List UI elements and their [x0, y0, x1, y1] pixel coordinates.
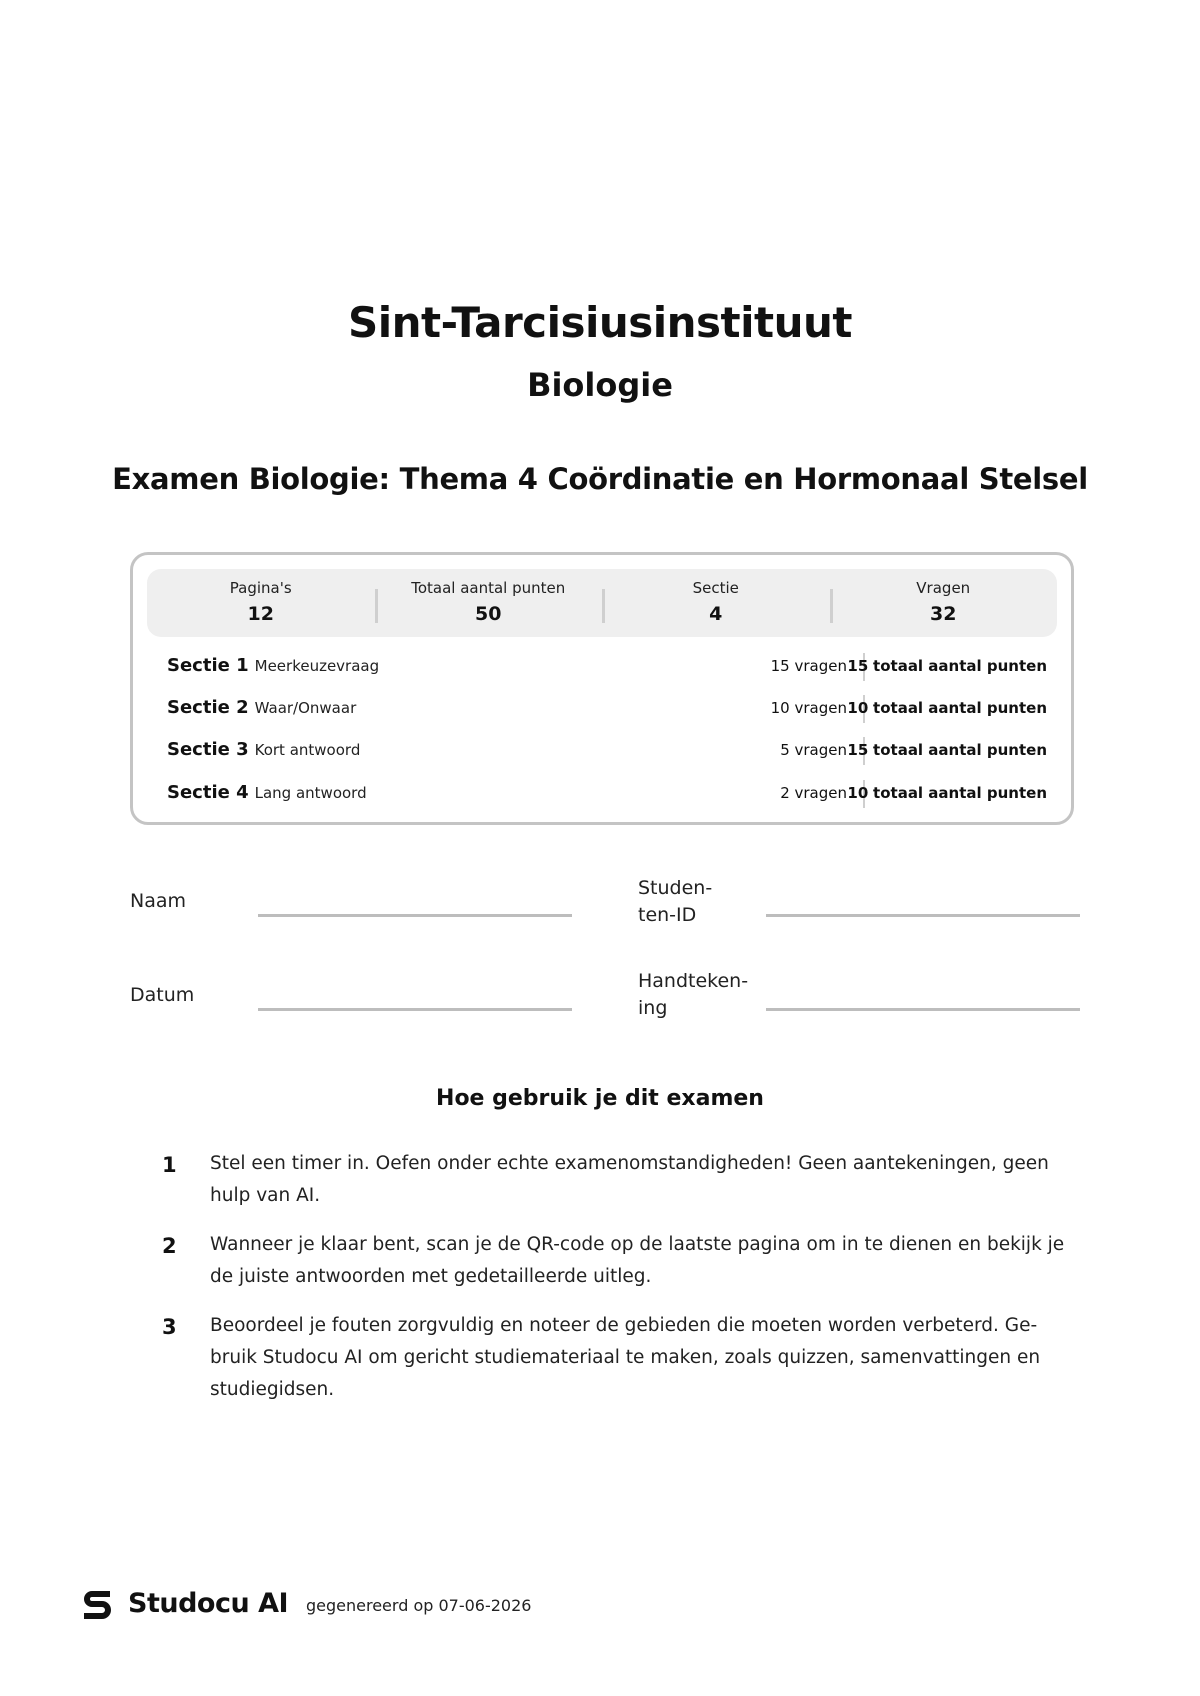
name-field[interactable] [258, 914, 572, 917]
stats-bar [147, 569, 1057, 637]
section-questions: 5 vragen [780, 741, 847, 759]
stat-questions [830, 569, 1058, 637]
section-type: Meerkeuzevraag [254, 657, 380, 675]
step-text [210, 1310, 1070, 1406]
student-id-label-line1: Studen- [638, 877, 713, 899]
stat-value: 12 [247, 603, 274, 625]
section-name: Sectie 2 [167, 697, 249, 718]
school-name: Sint-Tarcisiusinstituut [348, 298, 852, 347]
step-text-line: Wanneer je klaar bent, scan je de QR-code op de laatste pagina om in te dienen en bekijk je [210, 1234, 1065, 1255]
signature-label [638, 968, 748, 1022]
exam-summary-box [130, 552, 1074, 825]
exam-title: Examen Biologie: Thema 4 Coördinatie en Hormonaal Stelsel [112, 462, 1088, 496]
section-type: Lang antwoord [254, 784, 367, 802]
section-points-label: totaal aantal punten [873, 657, 1047, 675]
generated-date: gegenereerd op 07-06-2026 [306, 1596, 532, 1615]
student-id-field[interactable] [766, 914, 1080, 917]
stat-value: 4 [709, 603, 723, 625]
section-type: Kort antwoord [254, 741, 361, 759]
step-text [210, 1229, 1070, 1293]
signature-field[interactable] [766, 1008, 1080, 1011]
stat-sections [602, 569, 830, 637]
section-points-number: 10 [847, 784, 869, 802]
section-questions: 10 vragen [770, 699, 847, 717]
signature-label-line1: Handteken- [638, 970, 749, 992]
section-points-number: 15 [847, 741, 869, 759]
step-number: 2 [162, 1234, 177, 1258]
section-points-label: totaal aantal punten [873, 741, 1047, 759]
stat-label: Vragen [916, 579, 971, 597]
step-text [210, 1148, 1070, 1212]
student-id-label [638, 875, 712, 929]
stat-label: Sectie [692, 579, 739, 597]
section-points-label: totaal aantal punten [873, 699, 1047, 717]
step-number: 3 [162, 1315, 177, 1339]
subject-title: Biologie [527, 366, 673, 404]
date-field[interactable] [258, 1008, 572, 1011]
section-name: Sectie 4 [167, 782, 249, 803]
step-text-line: Stel een timer in. Oefen onder echte examenomstandigheden! Geen aantekeningen, geen [210, 1153, 1049, 1174]
studocu-logo-icon [80, 1586, 114, 1622]
section-name: Sectie 1 [167, 655, 249, 676]
signature-label-line2: ing [638, 997, 668, 1019]
stat-pages [147, 569, 375, 637]
step-text-line: studiegidsen. [210, 1379, 335, 1400]
section-name: Sectie 3 [167, 739, 249, 760]
student-id-label-line2: ten-ID [638, 904, 697, 926]
section-points-number: 10 [847, 699, 869, 717]
stat-value: 32 [930, 603, 957, 625]
section-row-3 [167, 739, 1047, 767]
step-text-line: de juiste antwoorden met gedetailleerde uitleg. [210, 1266, 652, 1287]
section-questions: 2 vragen [780, 784, 847, 802]
step-text-line: Beoordeel je fouten zorgvuldig en noteer de gebieden die moeten worden verbeterd. Ge- [210, 1315, 1038, 1336]
date-label: Datum [130, 984, 195, 1006]
stat-value: 50 [475, 603, 502, 625]
step-text-line: hulp van AI. [210, 1185, 321, 1206]
section-points-label: totaal aantal punten [873, 784, 1047, 802]
footer-brand: Studocu AI [128, 1588, 289, 1619]
section-row-1 [167, 655, 1047, 683]
stat-label: Pagina's [229, 579, 292, 597]
section-points-number: 15 [847, 657, 869, 675]
stat-total-points [375, 569, 603, 637]
name-label: Naam [130, 890, 187, 912]
howto-title: Hoe gebruik je dit examen [436, 1086, 764, 1111]
section-questions: 15 vragen [770, 657, 847, 675]
section-type: Waar/Onwaar [254, 699, 357, 717]
step-text-line: bruik Studocu AI om gericht studiemateriaal te maken, zoals quizzen, samenvattingen en [210, 1347, 1041, 1368]
section-row-4 [167, 782, 1047, 810]
step-number: 1 [162, 1153, 177, 1177]
section-row-2 [167, 697, 1047, 725]
stat-label: Totaal aantal punten [411, 579, 566, 597]
